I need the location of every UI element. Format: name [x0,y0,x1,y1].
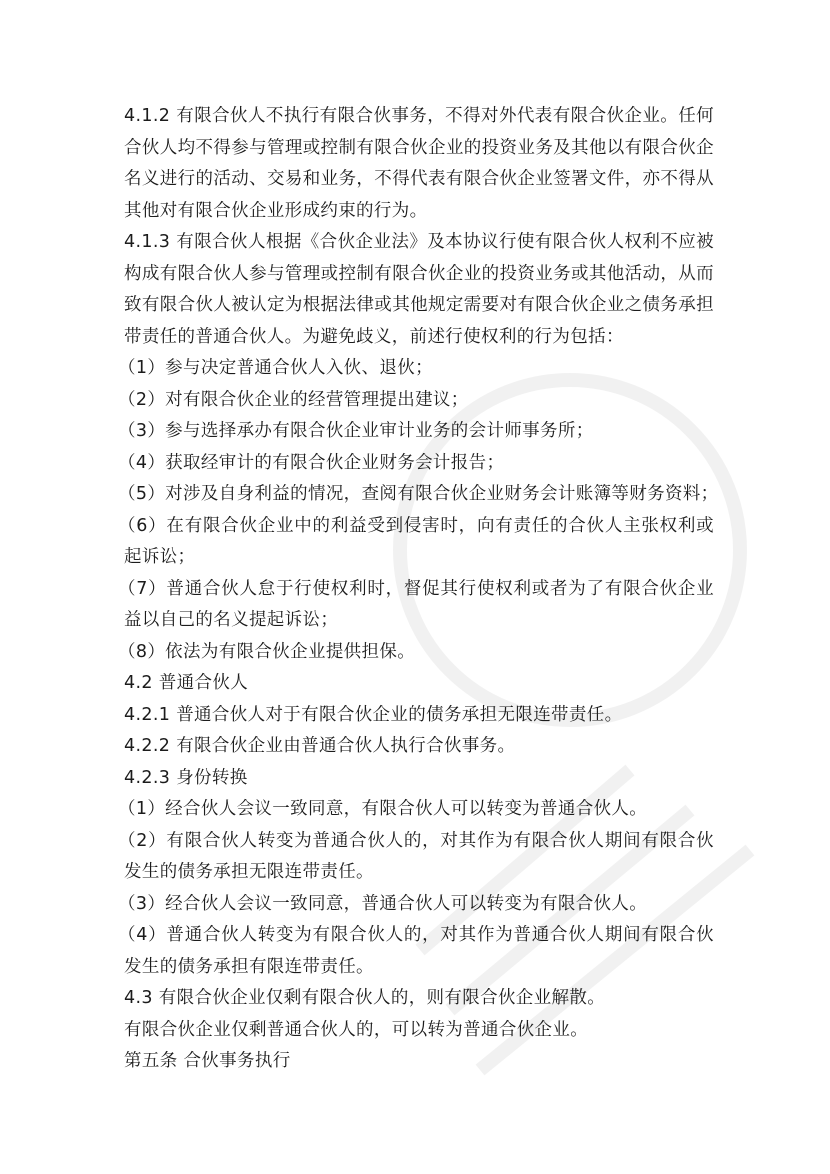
text-line: 4.2 普通合伙人 [124,673,249,693]
text-line: （8）依法为有限合伙企业提供担保。 [118,641,416,662]
paragraph-conv-1 [118,794,714,826]
text-line: （6）在有限合伙企业中的利益受到侵害时，向有责任的合伙人主张权利或 [118,515,714,536]
paragraph-conv-4 [118,920,714,983]
paragraph-item-5 [118,479,719,511]
text-line: （4）获取经审计的有限合伙企业财务会计报告； [118,452,505,473]
paragraph-item-4 [118,448,714,480]
paragraph-conv-2 [118,826,714,889]
paragraph-item-2 [118,385,714,417]
text-line: 发生的债务承担无限连带责任。 [124,862,374,882]
text-line: 构成有限合伙人参与管理或控制有限合伙企业的投资业务或其他活动，从而 [124,263,714,284]
paragraph-p-4-3b [124,1015,714,1047]
text-line: 4.1.2 有限合伙人不执行有限合伙事务，不得对外代表有限合伙企业。任何 [124,106,714,126]
text-line: 益以自己的名义提起诉讼； [124,610,339,630]
text-line: 名义进行的活动、交易和业务，不得代表有限合伙企业签署文件，亦不得从 [124,169,714,189]
paragraph-item-3 [118,416,714,448]
text-line: （7）普通合伙人怠于行使权利时，督促其行使权利或者为了有限合伙企业 [118,578,714,599]
paragraph-item-8 [118,637,714,669]
text-line: 其他对有限合伙企业形成约束的行为。 [124,200,428,221]
document-page [118,101,719,1078]
paragraph-h-4-2-3 [124,763,714,795]
text-line: 致有限合伙人被认定为根据法律或其他规定需要对有限合伙企业之债务承担 [124,295,714,315]
paragraph-p-4-1-3 [124,227,714,353]
text-line: （2）有限合伙人转变为普通合伙人的，对其作为有限合伙人期间有限合伙 [118,830,714,851]
paragraph-p-4-2-2 [124,731,714,763]
paragraph-conv-3 [118,889,714,921]
text-line: 4.2.3 身份转换 [124,767,248,788]
paragraph-p-4-1-2 [124,101,714,227]
text-line: 第五条 合伙事务执行 [124,1051,291,1071]
text-line: 4.2.1 普通合伙人对于有限合伙企业的债务承担无限连带责任。 [124,704,623,725]
text-line: 4.3 有限合伙企业仅剩有限合伙人的，则有限合伙企业解散。 [124,988,606,1008]
paragraph-item-1 [118,353,714,385]
text-line: 发生的债务承担有限连带责任。 [124,956,374,977]
text-line: 4.2.2 有限合伙企业由普通合伙人执行合伙事务。 [124,736,516,756]
paragraph-item-6 [118,511,714,574]
paragraph-h-4-2 [124,668,714,700]
text-line: 有限合伙企业仅剩普通合伙人的，可以转为普通合伙企业。 [124,1019,589,1040]
paragraph-p-4-3 [124,983,714,1015]
text-line: 4.1.3 有限合伙人根据《合伙企业法》及本协议行使有限合伙人权利不应被 [124,232,714,252]
text-line: 合伙人均不得参与管理或控制有限合伙企业的投资业务及其他以有限合伙企 [124,137,714,158]
paragraph-p-4-2-1 [124,700,714,732]
text-line: （1）参与决定普通合伙人入伙、退伙； [118,358,433,378]
text-line: （1）经合伙人会议一致同意，有限合伙人可以转变为普通合伙人。 [118,799,648,819]
paragraph-item-7 [118,574,714,637]
text-line: 带责任的普通合伙人。为避免歧义，前述行使权利的行为包括： [124,326,624,347]
text-line: （3）经合伙人会议一致同意，普通合伙人可以转变为有限合伙人。 [118,893,648,914]
text-line: （4）普通合伙人转变为有限合伙人的，对其作为普通合伙人期间有限合伙 [118,925,714,945]
text-line: 起诉讼； [124,547,196,567]
text-line: （5）对涉及自身利益的情况，查阅有限合伙企业财务会计账簿等财务资料； [118,484,719,504]
text-line: （3）参与选择承办有限合伙企业审计业务的会计师事务所； [118,421,594,441]
text-line: （2）对有限合伙企业的经营管理提出建议； [118,389,469,410]
paragraph-h-art-5 [124,1046,714,1078]
